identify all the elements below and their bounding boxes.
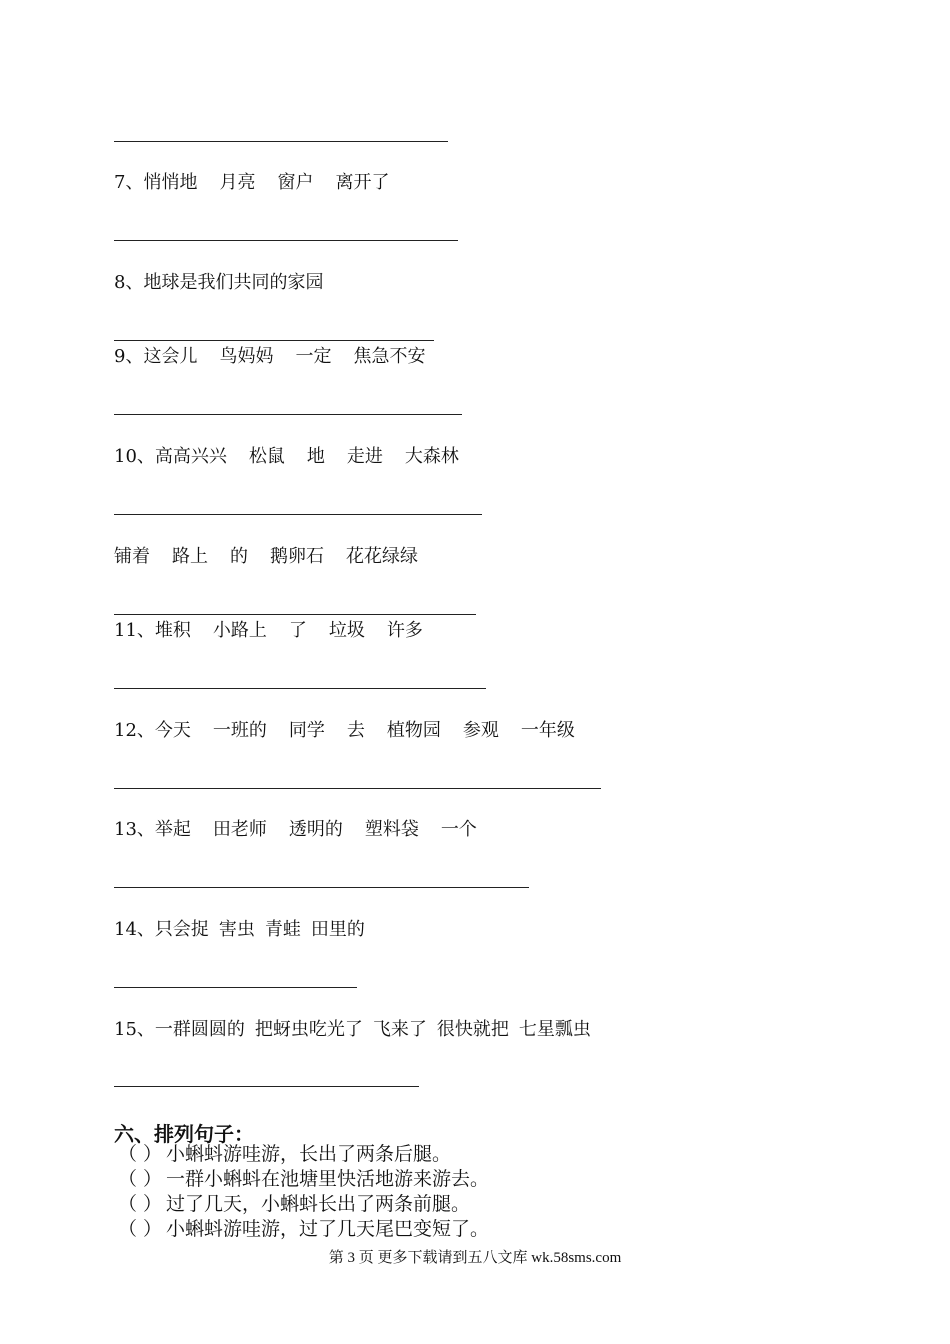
word-chip: 青蛙 [264, 919, 301, 940]
question-11 [114, 620, 423, 642]
answer-parens[interactable]: （ ） [118, 1193, 163, 1215]
word-chip: 鹅卵石 [270, 546, 324, 567]
word-chip: 一群圆圆的 [154, 1019, 245, 1040]
word-chip: 透明的 [288, 819, 343, 840]
answer-line [114, 887, 529, 888]
answer-line [114, 514, 482, 515]
sentence-text: 小蝌蚪游哇游，长出了两条后腿。 [166, 1143, 452, 1165]
word-chip: 铺着 [114, 546, 150, 567]
word-chip: 去 [346, 720, 365, 741]
word-chip: 只会捉 [154, 919, 209, 940]
order-item [118, 1217, 489, 1241]
word-chip: 同学 [288, 720, 325, 741]
page-footer: 第 3 页 更多下载请到五八文库 wk.58sms.com [328, 1250, 622, 1266]
question-12 [114, 720, 575, 742]
sentence-text: 一群小蝌蚪在池塘里快活地游来游去。 [166, 1168, 490, 1190]
word-chip: 堆积 [154, 620, 191, 641]
word-chip: 离开了 [335, 172, 390, 193]
question-number: 8、 [114, 272, 144, 293]
question-number: 13、 [114, 819, 155, 840]
order-item [118, 1192, 470, 1216]
question-extra [114, 546, 418, 568]
question-number: 12、 [114, 720, 155, 741]
question-10 [114, 446, 459, 468]
answer-line [114, 414, 462, 415]
sentence-text: 小蝌蚪游哇游，过了几天尾巴变短了。 [166, 1218, 490, 1240]
order-item [118, 1167, 489, 1191]
answer-parens[interactable]: （ ） [118, 1143, 163, 1165]
answer-line [114, 1086, 419, 1087]
answer-line [114, 688, 486, 689]
word-chip: 花花绿绿 [346, 546, 418, 567]
word-chip: 窗户 [277, 172, 314, 193]
word-chip: 了 [288, 620, 307, 641]
question-8 [114, 272, 323, 294]
question-number: 9、 [114, 346, 144, 367]
answer-line [114, 614, 476, 615]
word-chip: 焦急不安 [353, 346, 426, 367]
word-chip: 一年级 [520, 720, 575, 741]
word-chip: 的 [230, 546, 248, 567]
answer-line [114, 240, 458, 241]
word-chip: 今天 [154, 720, 191, 741]
question-number: 14、 [114, 919, 155, 940]
sentence-text: 过了几天，小蝌蚪长出了两条前腿。 [166, 1193, 471, 1215]
word-chip: 田里的 [310, 919, 365, 940]
word-chip: 飞来了 [372, 1019, 427, 1040]
order-item [118, 1142, 451, 1166]
question-number: 11、 [114, 620, 155, 641]
word-chip: 一班的 [212, 720, 267, 741]
word-chip: 月亮 [219, 172, 256, 193]
word-chip: 许多 [386, 620, 423, 641]
question-13 [114, 819, 477, 841]
word-chip: 地球是我们共同的家园 [143, 272, 324, 293]
question-9 [114, 346, 425, 368]
answer-parens[interactable]: （ ） [118, 1218, 163, 1240]
word-chip: 高高兴兴 [154, 446, 227, 467]
word-chip: 很快就把 [436, 1019, 509, 1040]
word-chip: 走进 [346, 446, 383, 467]
question-number: 10、 [114, 446, 155, 467]
answer-line [114, 987, 357, 988]
question-number: 7、 [114, 172, 144, 193]
answer-line [114, 340, 434, 341]
answer-line [114, 141, 448, 142]
word-chip: 垃圾 [328, 620, 365, 641]
answer-line [114, 788, 601, 789]
answer-parens[interactable]: （ ） [118, 1168, 163, 1190]
word-chip: 一定 [295, 346, 332, 367]
question-number: 15、 [114, 1019, 155, 1040]
word-chip: 悄悄地 [143, 172, 198, 193]
word-chip: 害虫 [218, 919, 255, 940]
word-chip: 一个 [440, 819, 477, 840]
word-chip: 路上 [172, 546, 208, 567]
question-7 [114, 172, 389, 194]
word-chip: 田老师 [212, 819, 267, 840]
word-chip: 小路上 [212, 620, 267, 641]
word-chip: 七星瓢虫 [518, 1019, 591, 1040]
word-chip: 举起 [154, 819, 191, 840]
question-14 [114, 919, 375, 941]
word-chip: 地 [306, 446, 325, 467]
word-chip: 大森林 [404, 446, 459, 467]
word-chip: 把蚜虫吃光了 [254, 1019, 363, 1040]
word-chip: 参观 [462, 720, 499, 741]
word-chip: 鸟妈妈 [219, 346, 274, 367]
word-chip: 松鼠 [248, 446, 285, 467]
section-heading: 六、排列句子： [114, 1122, 254, 1146]
question-15 [114, 1019, 601, 1041]
word-chip: 这会儿 [143, 346, 198, 367]
word-chip: 塑料袋 [364, 819, 419, 840]
word-chip: 植物园 [386, 720, 441, 741]
